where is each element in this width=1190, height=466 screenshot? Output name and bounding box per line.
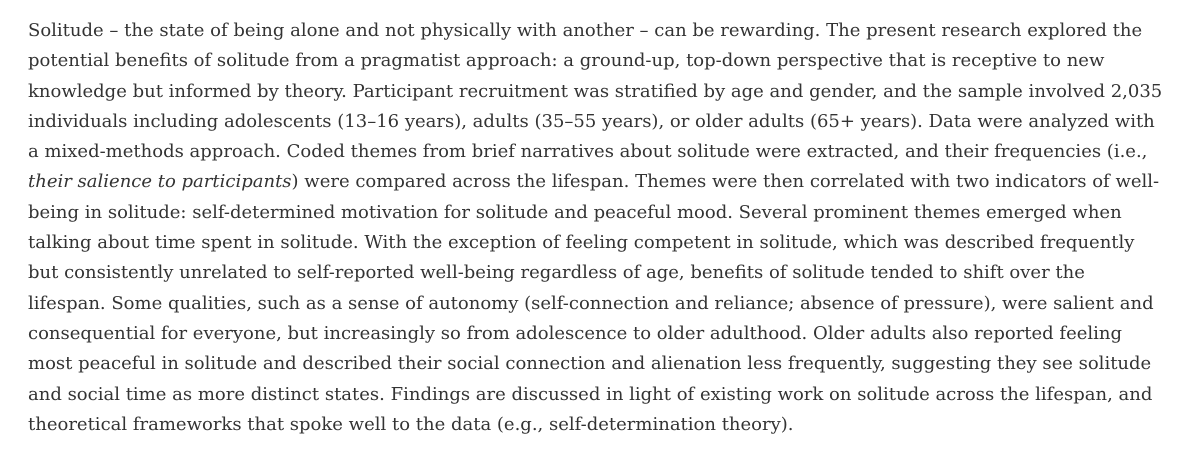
abstract-text-part-2: ) were compared across the lifespan. Themes were then correlated with two indicators of well-being in solitude: self-determined motivation for solitude and peaceful mood. Several prominent themes emerged when talking about time spent in solitude. With the exception of feeling competent in solitude, which was described frequently but consistently unrelated to self-reported well-being regardless of age, benefits of solitude tended to shift over the lifespan. Some qualities, such as a sense of autonomy (self-connection and reliance; absence of pressure), were salient and consequential for everyone, but increasingly so from adolescence to older adulthood. Older adults also reported feeling most peaceful in solitude and described their social connection and alienation less frequently, suggesting they see solitude and social time as more distinct states. Findings are discussed in light of existing work on solitude across the lifespan, and theoretical frameworks that spoke well to the data (e.g., self-determination theory). (28, 171, 1160, 435)
abstract-text-part-1: Solitude – the state of being alone and not physically with another – can be rewarding. The present research explored the potential benefits of solitude from a pragmatist approach: a ground-up, top-down perspective that is receptive to new knowledge but informed by theory. Participant recruitment was stratified by age and gender, and the sample involved 2,035 individuals including adolescents (13–16 years), adults (35–55 years), or older adults (65+ years). Data were analyzed with a mixed-methods approach. Coded themes from brief narratives about solitude were extracted, and their frequencies (i.e., (28, 20, 1163, 163)
abstract-paragraph (28, 16, 1168, 440)
abstract-emphasis: their salience to participants (28, 171, 292, 193)
